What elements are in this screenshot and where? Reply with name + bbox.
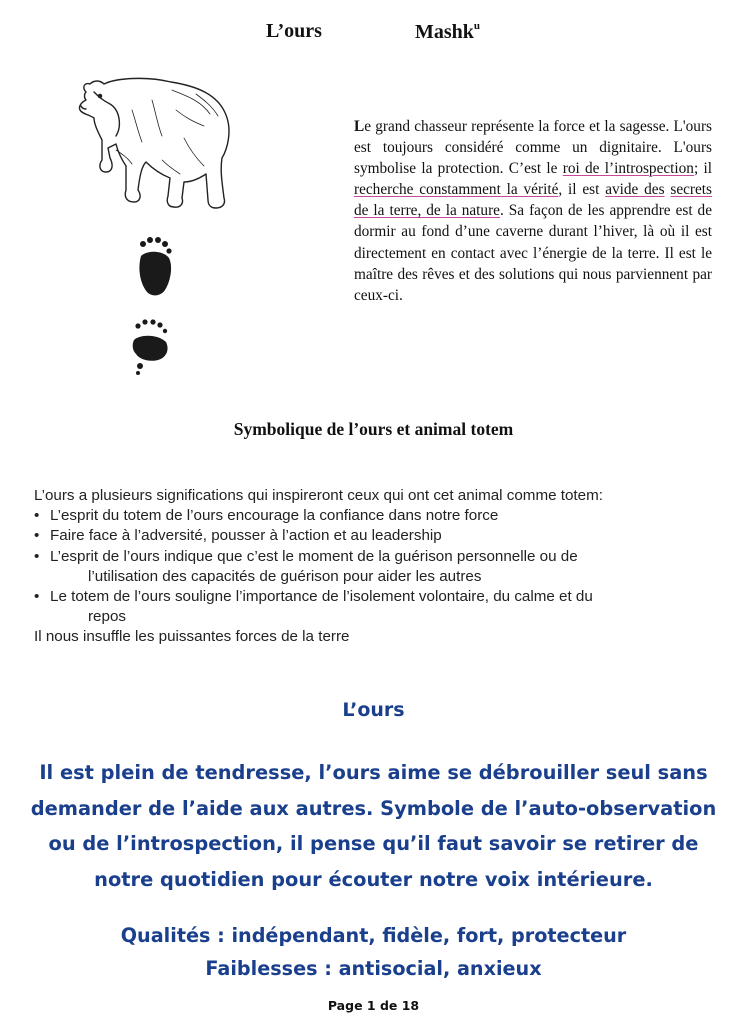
list-intro: L’ours a plusieurs significations qui inspireront ceux qui ont cet animal comme totem: xyxy=(34,487,603,504)
list-closing: Il nous insuffle les puissantes forces de la terre xyxy=(34,628,350,646)
qualities-line: Qualités : indépendant, fidèle, fort, protecteur xyxy=(120,924,627,947)
list-item-continuation: l’utilisation des capacités de guérison pour aider les autres xyxy=(88,567,482,585)
poem-text: Il est plein de tendresse, l’ours aime se débrouiller seul sans demander de l’aide aux autres. Symbole de l’auto-observation ou de l’introspection, il pense qu’il faut savoir se retirer de notre quotidien pour écouter notre voix intérieure. xyxy=(30,761,717,891)
intro-text-2: ; il xyxy=(693,160,712,178)
list-item xyxy=(34,587,714,607)
intro-underlined-3: avide des xyxy=(605,181,665,199)
bullet: • xyxy=(34,507,40,525)
section-heading: Symbolique de l’ours et animal totem xyxy=(233,419,514,439)
paw-print-2 xyxy=(128,318,172,380)
bear-illustration xyxy=(76,70,236,220)
weaknesses-line: Faiblesses : antisocial, anxieux xyxy=(205,957,542,980)
list-item-continuation: repos xyxy=(88,608,126,626)
intro-underlined-2: recherche constamment la vérité xyxy=(354,181,559,199)
list-item-text: Le totem de l’ours souligne l’importance de l’isolement volontaire, du calme et du xyxy=(50,588,593,606)
list-item-text: L’esprit de l’ours indique que c’est le moment de la guérison personnelle ou de xyxy=(50,547,578,565)
bullet: • xyxy=(34,588,40,606)
intro-drop-letter: L xyxy=(354,118,365,135)
intro-underlined-4: secrets de la terre, de la nature xyxy=(354,181,713,220)
bullet: • xyxy=(34,527,40,545)
list-item xyxy=(34,506,714,526)
innu-name: Mashk xyxy=(415,21,474,43)
intro-underlined-1: roi de l’introspection xyxy=(562,160,694,178)
bullet: • xyxy=(34,547,40,565)
intro-text-5: . Sa façon de les apprendre est de dormir au fond d’une caverne durant l’hiver, là où il est directement en contact avec l’énergie de la terre. Il est le maître des rêves et des solutions qui nous parviennent par ceux-ci. xyxy=(354,202,712,304)
list-item-text: Faire face à l’adversité, pousser à l’action et au leadership xyxy=(50,527,442,545)
list-item-text: L’esprit du totem de l’ours encourage la confiance dans notre force xyxy=(50,507,499,525)
list-item xyxy=(34,547,714,567)
list-item xyxy=(34,526,714,546)
intro-text-3: , il est xyxy=(558,181,606,199)
intro-paragraph xyxy=(354,116,712,306)
paw-print-1 xyxy=(133,236,175,298)
significations-list xyxy=(34,486,714,648)
page-title: L’ours xyxy=(266,20,322,42)
innu-name-superscript: u xyxy=(473,20,481,32)
poem-title: L’ours xyxy=(342,699,405,721)
page-number: Page 1 de 18 xyxy=(327,998,420,1013)
intro-text-1: e grand chasseur représente la force et la sagesse. L'ours est toujours considéré comme un dignitaire. L'ours symbolise la protection. C’est le xyxy=(354,118,712,178)
page-title-innu xyxy=(415,20,480,44)
